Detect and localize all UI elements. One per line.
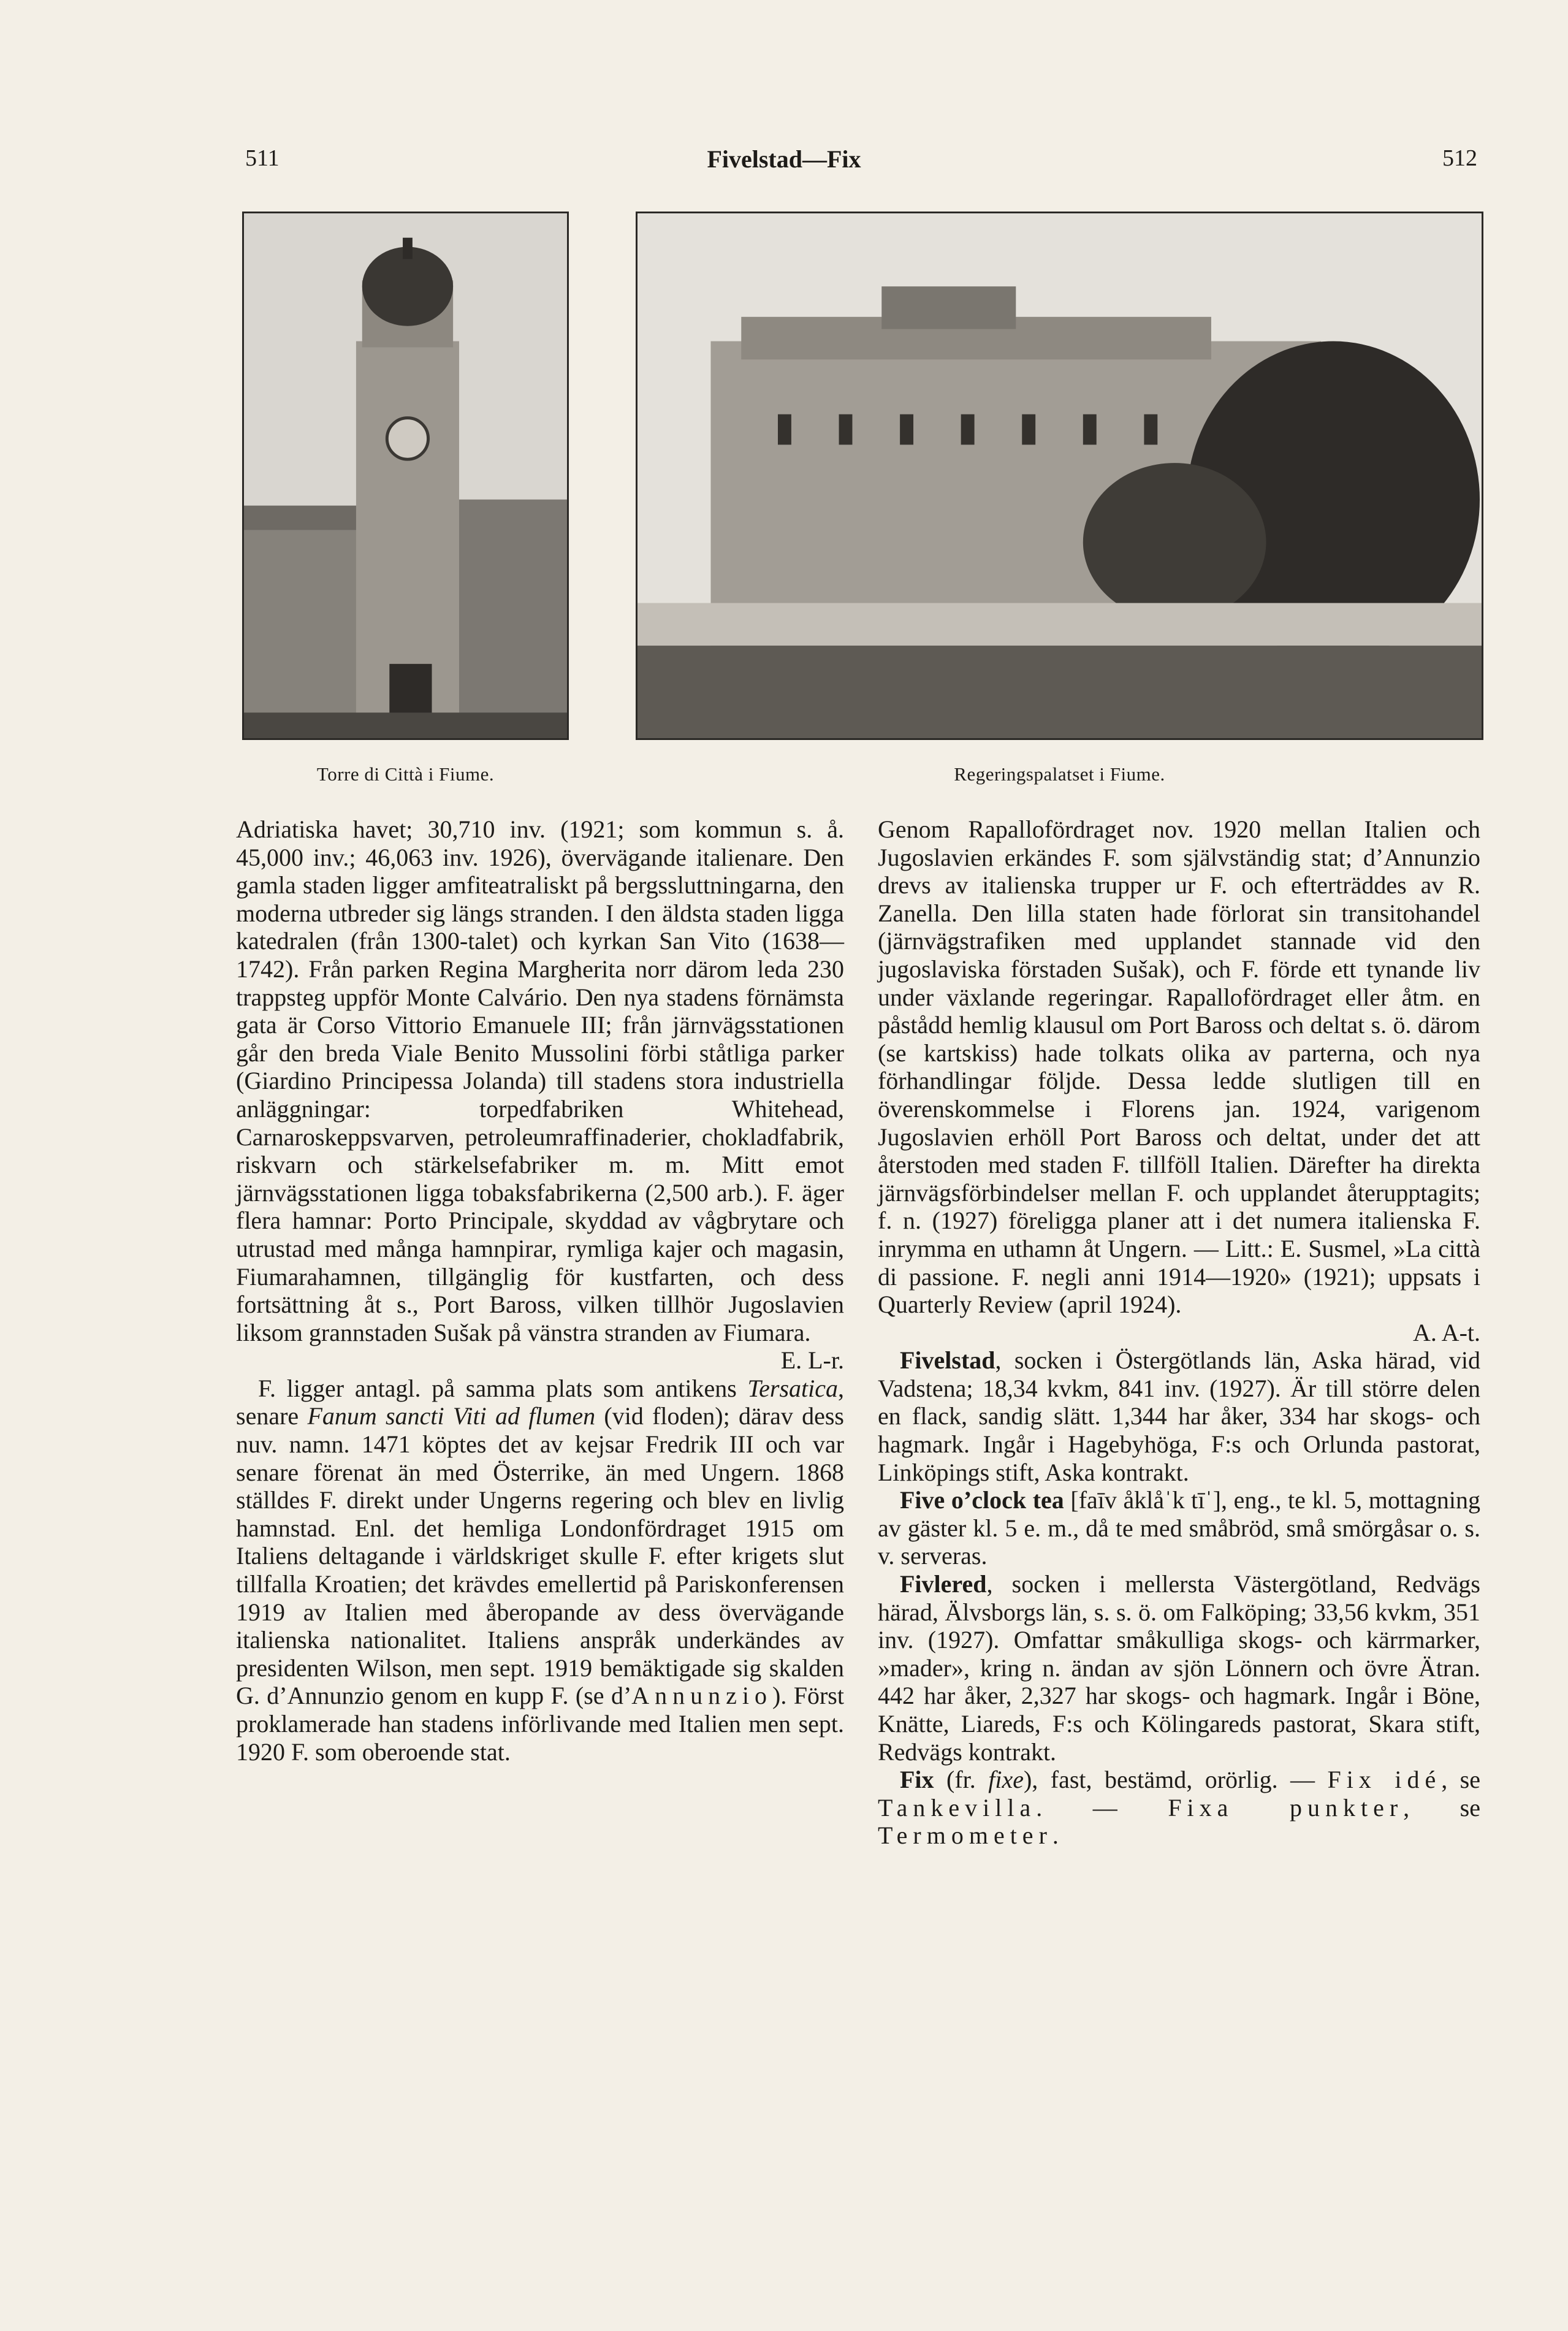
caption-photo-2: Regeringspalatset i Fiume. bbox=[954, 763, 1165, 785]
running-title: Fivelstad—Fix bbox=[707, 145, 861, 173]
photo-regeringspalatset bbox=[636, 212, 1483, 740]
paragraph-history-continued: Genom Rapallofördraget nov. 1920 mellan Italien och Jugoslavien erkändes F. som självständig stat; d’Annunzio drevs av italienska trupper ur F. och efterträddes av R. Zanella. Den lilla staten hade förlorat sin transitohandel (järnvägstrafiken med upplandet stannade vid den jugoslaviska förstaden Sušak), och F. förde ett tynande liv under växlande regeringar. Rapallofördraget eller åtm. en påstådd hemlig klausul om Port Baross och deltat s. ö. därom (se kartskiss) hade tolkats olika av parterna, och nya förhandlingar följde. Dessa ledde slutligen till en överenskommelse i Florens jan. 1924, varigenom Jugoslavien erhöll Port Baross och deltat, under det att återstoden med staden F. tillföll Italien. Därefter ha direkta järnvägsförbindelser mellan F. och upplandet återupptagits; f. n. (1927) föreligga planer att i det numera italienska F. inrymma en uthamn åt Ungern. — Litt.: E. Susmel, »La città di passione. F. negli anni 1914—1920» (1921); uppsats i Quarterly Review (april 1924). A. A-t. bbox=[878, 815, 1480, 1346]
page-number-right: 512 bbox=[1442, 145, 1477, 171]
entry-fix: Fix (fr. fixe), fast, bestämd, orörlig. — Fix idé, se Tankevilla. — Fixa punkter, se Termometer. bbox=[878, 1766, 1480, 1850]
entry-five-oclock-tea: Five o’clock tea [faīv åklåˈk tīˈ], eng., te kl. 5, mottagning av gäster kl. 5 e. m., då te med småbröd, små smörgåsar o. s. v. serveras. bbox=[878, 1486, 1480, 1570]
page-number-left: 511 bbox=[245, 145, 280, 171]
paragraph-city-description: Adriatiska havet; 30,710 inv. (1921; som kommun s. å. 45,000 inv.; 46,063 inv. 1926), övervägande italienare. Den gamla staden ligger amfiteatraliskt på bergssluttningarna, den moderna utbreder sig längs stranden. I den äldsta staden ligga katedralen (från 1300-talet) och kyrkan San Vito (1638—1742). Från parken Regina Margherita norr därom leda 230 trappsteg uppför Monte Calvário. Den nya stadens förnämsta gata är Corso Vittorio Emanuele III; från järnvägsstationen går den breda Viale Benito Mussolini förbi ståtliga parker (Giardino Principessa Jolanda) till stadens stora industriella anläggningar: torpedfabriken Whitehead, Carnaroskeppsvarven, petroleumraffinaderier, chokladfabrik, riskvarn och stärkelsefabriker m. m. Mitt emot järnvägsstationen ligga tobaksfabrikerna (2,500 arb.). F. äger flera hamnar: Porto Principale, skyddad av vågbrytare och utrustad med många hamnpirar, rymliga kajer och magasin, Fiumarahamnen, tillgänglig för kustfarten, och dess fortsättning åt s., Port Baross, vilken tillhör Jugoslavien liksom grannstaden Sušak på vänstra stranden av Fiumara. E. L-r. bbox=[236, 815, 844, 1375]
signature: E. L-r. bbox=[780, 1346, 844, 1375]
entry-fivlered: Fivlered, socken i mellersta Västergötland, Redvägs härad, Älvsborgs län, s. s. ö. om Falköping; 33,56 kvkm, 351 inv. (1927). Omfattar småkulliga skogs- och kärrmarker, »mader», kring n. ändan av sjön Lönnern och övre Ätran. 442 har åker, 2,327 har skogs- och hagmark. Ingår i Böne, Knätte, Liareds, F:s och Kölingareds pastorat, Skara stift, Redvägs kontrakt. bbox=[878, 1570, 1480, 1766]
caption-photo-1: Torre di Città i Fiume. bbox=[316, 763, 495, 785]
entry-fivelstad: Fivelstad, socken i Östergötlands län, Aska härad, vid Vadstena; 18,34 kvkm, 841 inv. (1927). Är till större delen en flack, sandig slätt. 1,344 har åker, 334 har skogs- och hagmark. Ingår i Hagebyhöga, F:s och Orlunda pastorat, Linköpings stift, Aska kontrakt. bbox=[878, 1346, 1480, 1486]
left-column bbox=[236, 815, 844, 1766]
signature: A. A-t. bbox=[1413, 1318, 1480, 1346]
right-column bbox=[878, 815, 1480, 1850]
paragraph-history: F. ligger antagl. på samma plats som antikens Tersatica, senare Fanum sancti Viti ad flumen (vid floden); därav dess nuv. namn. 1471 köptes det av kejsar Fredrik III och var senare förenat än med Österrike, än med Ungern. 1868 ställdes F. direkt under Ungerns regering och blev en livlig hamnstad. Enl. det hemliga Londonfördraget 1915 om Italiens deltagande i världskriget skulle F. efter krigets slut tillfalla Kroatien; det krävdes emellertid på Pariskonferensen 1919 av Italien med åberopande av dess övervägande italienska nationalitet. Italiens anspråk underkändes av presidenten Wilson, men sept. 1919 bemäktigade sig skalden G. d’Annunzio genom en kupp F. (se d’Annunzio). Först proklamerade han stadens införlivande med Italien men sept. 1920 F. som oberoende stat. bbox=[236, 1374, 844, 1766]
photo-torre-di-citta bbox=[242, 212, 569, 740]
